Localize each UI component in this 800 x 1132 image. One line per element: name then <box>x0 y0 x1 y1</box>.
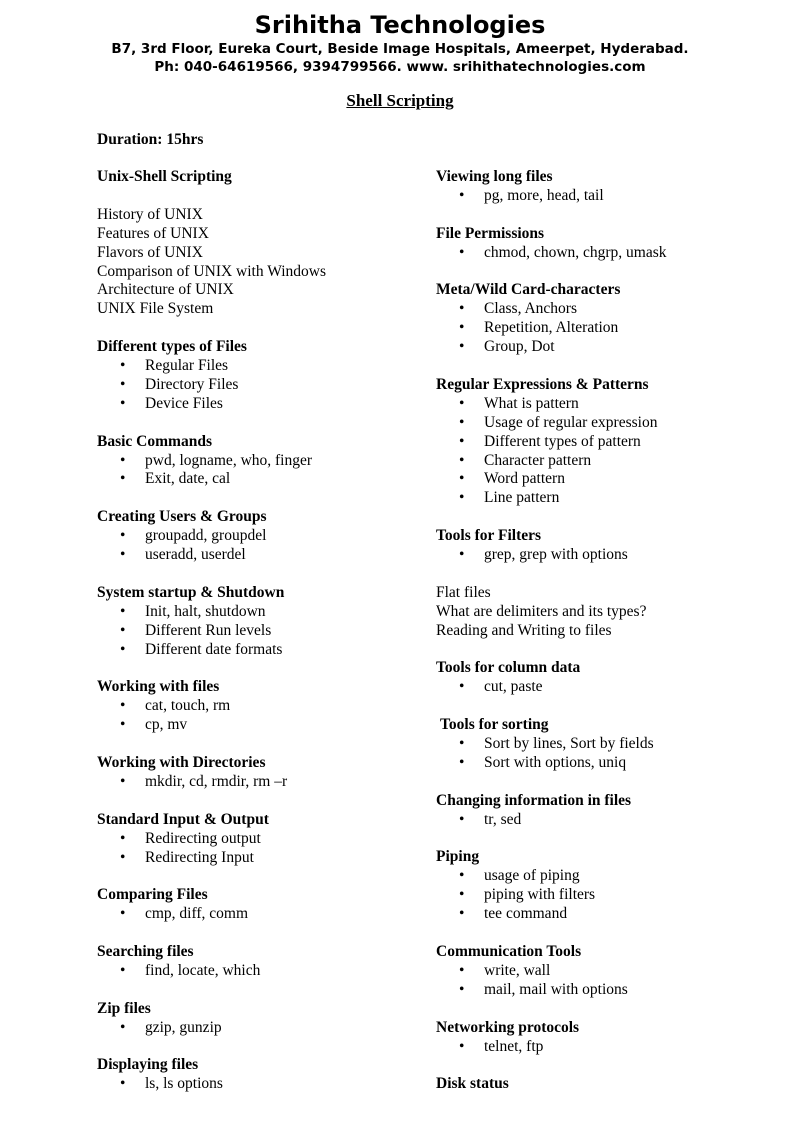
section-heading: Standard Input & Output <box>97 810 269 828</box>
section-heading: Viewing long files <box>436 168 553 185</box>
bullet-icon: • <box>459 753 465 771</box>
syllabus-section <box>97 584 417 660</box>
list-item: • piping with filters <box>459 886 596 904</box>
syllabus-section <box>436 943 776 1000</box>
list-item: • grep, grep with options <box>459 546 628 564</box>
topic-line: Flavors of UNIX <box>97 243 203 261</box>
list-item: • cp, mv <box>120 716 188 734</box>
topic-list <box>97 905 417 924</box>
syllabus-section <box>97 508 417 565</box>
bullet-icon: • <box>459 980 465 998</box>
section-heading: Searching files <box>97 943 194 960</box>
bullet-icon: • <box>459 886 465 904</box>
topic-list <box>97 452 417 490</box>
company-contact: Ph: 040-64619566, 9394799566. www. srihithatechnologies.com <box>154 59 646 75</box>
bullet-icon: • <box>459 1037 465 1055</box>
syllabus-section <box>436 168 776 206</box>
syllabus-section <box>97 678 417 735</box>
section-heading: File Permissions <box>436 224 545 242</box>
topic-list <box>436 678 776 697</box>
topic-list <box>436 735 776 773</box>
bullet-icon: • <box>459 338 465 356</box>
list-item: • tr, sed <box>459 810 522 828</box>
section-heading: Regular Expressions & Patterns <box>436 375 649 393</box>
bullet-icon: • <box>120 772 126 790</box>
topic-line: Features of UNIX <box>97 224 209 242</box>
list-item: • Sort with options, uniq <box>459 753 627 771</box>
section-heading: Creating Users & Groups <box>97 508 267 526</box>
topic-list <box>436 546 776 565</box>
list-item: • ls, ls options <box>120 1075 223 1093</box>
topic-line: History of UNIX <box>97 205 203 223</box>
syllabus-section <box>97 886 417 924</box>
bullet-icon: • <box>120 640 126 658</box>
syllabus-section <box>97 168 417 187</box>
section-heading: Basic Commands <box>97 432 212 450</box>
syllabus-section <box>436 716 776 773</box>
bullet-icon: • <box>459 489 465 507</box>
list-item: • Device Files <box>120 394 223 412</box>
list-item: • Different Run levels <box>120 621 272 639</box>
topic-list <box>97 357 417 414</box>
topic-list <box>97 962 417 981</box>
section-heading: Displaying files <box>97 1056 199 1074</box>
syllabus-section <box>97 206 417 319</box>
topic-list <box>436 962 776 1000</box>
list-item: • Init, halt, shutdown <box>120 602 266 620</box>
syllabus-section <box>436 527 776 565</box>
section-heading: Working with Directories <box>97 753 266 771</box>
syllabus-section <box>436 1075 776 1094</box>
section-heading: Tools for Filters <box>436 527 542 545</box>
section-heading: Communication Tools <box>436 943 582 960</box>
bullet-icon: • <box>459 678 465 696</box>
bullet-icon: • <box>120 394 126 412</box>
section-heading: Working with files <box>97 678 220 696</box>
list-item: • Line pattern <box>459 489 560 507</box>
list-item: • Character pattern <box>459 451 592 469</box>
bullet-icon: • <box>120 1075 126 1093</box>
topic-list <box>436 811 776 830</box>
bullet-icon: • <box>120 451 126 469</box>
syllabus-section <box>436 848 776 924</box>
course-duration: Duration: 15hrs <box>97 131 204 148</box>
list-item: • mail, mail with options <box>459 980 628 998</box>
list-item: • Redirecting Input <box>120 848 254 866</box>
list-item: • Directory Files <box>120 375 239 393</box>
topic-list <box>97 1019 417 1038</box>
bullet-icon: • <box>120 357 126 375</box>
list-item: • Group, Dot <box>459 338 555 356</box>
list-item: • Redirecting output <box>120 829 261 847</box>
bullet-icon: • <box>120 905 126 923</box>
topic-list <box>436 300 776 357</box>
list-item: • Regular Files <box>120 357 229 375</box>
list-item: • gzip, gunzip <box>120 1018 222 1036</box>
syllabus-section <box>436 659 776 697</box>
bullet-icon: • <box>459 867 465 885</box>
topic-list <box>436 244 776 263</box>
section-heading: Meta/Wild Card-characters <box>436 281 621 299</box>
topic-list <box>436 867 776 924</box>
list-item: • Sort by lines, Sort by fields <box>459 735 654 753</box>
bullet-icon: • <box>459 905 465 923</box>
topic-line: Flat files <box>436 583 491 601</box>
list-item: • Different date formats <box>120 640 283 658</box>
list-item: • What is pattern <box>459 394 579 412</box>
bullet-icon: • <box>459 186 465 204</box>
syllabus-section <box>436 376 776 508</box>
bullet-icon: • <box>120 546 126 564</box>
list-item: • pwd, logname, who, finger <box>120 451 313 469</box>
topic-list <box>97 773 417 792</box>
list-item: • tee command <box>459 905 568 923</box>
list-item: • pg, more, head, tail <box>459 186 604 204</box>
bullet-icon: • <box>120 961 126 979</box>
bullet-icon: • <box>120 1018 126 1036</box>
bullet-icon: • <box>459 451 465 469</box>
bullet-icon: • <box>459 470 465 488</box>
list-item: • useradd, userdel <box>120 546 246 564</box>
list-item: • usage of piping <box>459 867 580 885</box>
bullet-icon: • <box>459 961 465 979</box>
list-item: • Repetition, Alteration <box>459 319 619 337</box>
company-name: Srihitha Technologies <box>254 11 546 39</box>
list-item: • cat, touch, rm <box>120 697 231 715</box>
list-item: • cut, paste <box>459 678 543 696</box>
bullet-icon: • <box>459 735 465 753</box>
section-heading: Disk status <box>436 1075 509 1093</box>
syllabus-section <box>436 1019 776 1057</box>
topic-list <box>97 830 417 868</box>
section-heading: Unix-Shell Scripting <box>97 168 232 185</box>
topic-line: Reading and Writing to files <box>436 621 612 639</box>
bullet-icon: • <box>120 697 126 715</box>
left-column <box>97 168 417 1094</box>
topic-list <box>436 1038 776 1057</box>
bullet-icon: • <box>120 470 126 488</box>
topic-line: UNIX File System <box>97 300 214 318</box>
bullet-icon: • <box>459 243 465 261</box>
document-header <box>0 10 800 76</box>
section-heading: System startup & Shutdown <box>97 583 285 601</box>
list-item: • Different types of pattern <box>459 432 641 450</box>
syllabus-section <box>97 433 417 490</box>
topic-list <box>97 697 417 735</box>
bullet-icon: • <box>120 602 126 620</box>
bullet-icon: • <box>120 829 126 847</box>
section-heading: Piping <box>436 848 480 866</box>
bullet-icon: • <box>459 432 465 450</box>
topic-line: Comparison of UNIX with Windows <box>97 262 326 280</box>
bullet-icon: • <box>120 375 126 393</box>
list-item: • Class, Anchors <box>459 300 577 318</box>
syllabus-section <box>436 792 776 830</box>
section-heading: Tools for column data <box>436 659 581 677</box>
bullet-icon: • <box>120 716 126 734</box>
bullet-icon: • <box>120 527 126 545</box>
topic-list <box>97 527 417 565</box>
list-item: • Word pattern <box>459 470 565 488</box>
syllabus-section <box>97 338 417 414</box>
topic-list <box>436 395 776 508</box>
list-item: • chmod, chown, chgrp, umask <box>459 243 667 261</box>
bullet-icon: • <box>459 546 465 564</box>
section-heading: Different types of Files <box>97 338 247 356</box>
bullet-icon: • <box>459 413 465 431</box>
syllabus-section <box>97 1000 417 1038</box>
syllabus-section <box>436 225 776 263</box>
course-title: Shell Scripting <box>346 91 454 110</box>
right-column <box>436 168 776 1094</box>
topic-list <box>97 1075 417 1094</box>
bullet-icon: • <box>459 319 465 337</box>
topic-line: Architecture of UNIX <box>97 281 234 299</box>
bullet-icon: • <box>459 394 465 412</box>
bullet-icon: • <box>459 810 465 828</box>
list-item: • telnet, ftp <box>459 1037 544 1055</box>
topic-line: What are delimiters and its types? <box>436 602 647 620</box>
list-item: • write, wall <box>459 961 551 979</box>
syllabus-section <box>436 584 776 641</box>
section-heading: Networking protocols <box>436 1018 580 1036</box>
list-item: • find, locate, which <box>120 961 261 979</box>
topic-list <box>97 603 417 660</box>
section-heading: Tools for sorting <box>440 716 549 734</box>
section-heading: Changing information in files <box>436 791 632 809</box>
list-item: • cmp, diff, comm <box>120 905 249 923</box>
bullet-icon: • <box>120 621 126 639</box>
list-item: • groupadd, groupdel <box>120 527 267 545</box>
list-item: • mkdir, cd, rmdir, rm –r <box>120 772 288 790</box>
bullet-icon: • <box>459 300 465 318</box>
company-address: B7, 3rd Floor, Eureka Court, Beside Image Hospitals, Ameerpet, Hyderabad. <box>111 41 689 57</box>
syllabus-section <box>97 811 417 868</box>
syllabus-section <box>97 943 417 981</box>
list-item: • Exit, date, cal <box>120 470 231 488</box>
section-heading: Zip files <box>97 999 151 1017</box>
topic-list <box>436 187 776 206</box>
bullet-icon: • <box>120 848 126 866</box>
section-heading: Comparing Files <box>97 886 208 904</box>
syllabus-section <box>97 754 417 792</box>
syllabus-section <box>436 281 776 357</box>
list-item: • Usage of regular expression <box>459 413 658 431</box>
syllabus-section <box>97 1056 417 1094</box>
